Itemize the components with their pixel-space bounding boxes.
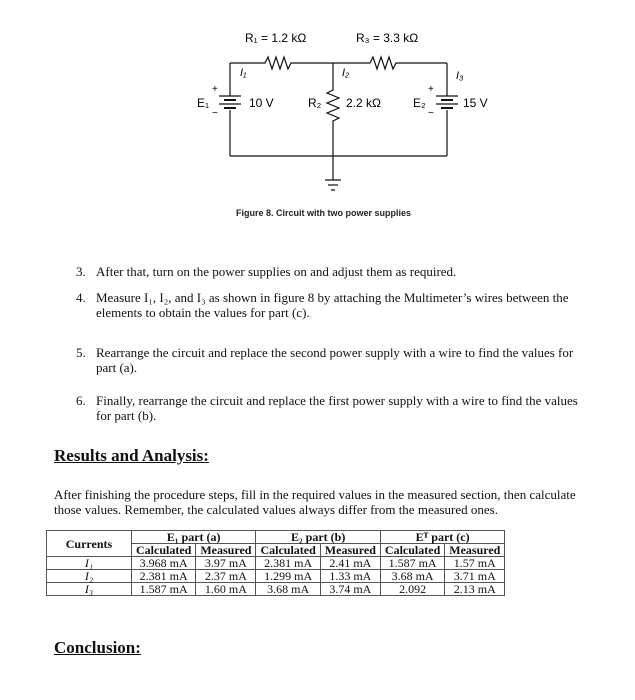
e2-plus: + [428, 84, 434, 95]
circuit-wires [230, 57, 447, 190]
cell: 3.71 mA [445, 570, 505, 583]
results-heading: Results and Analysis: [54, 446, 209, 465]
figure-caption: Figure 8. Circuit with two power supplies [236, 208, 412, 218]
table-row [47, 570, 505, 583]
current-name: I₃ [47, 583, 132, 596]
i3-label: I₃ [456, 70, 464, 82]
step-number: 4. [76, 290, 86, 305]
step-number: 6. [76, 393, 86, 408]
part-c-header: Eᵀ part (c) [380, 531, 504, 544]
step-text: Measure I₁, I₂, and I₃ as shown in figure 8 by attaching the Multimeter’s wires between the elements to obtain the values for part (c). [96, 290, 569, 320]
current-name: I₁ [47, 557, 132, 570]
measured-header: Measured [196, 544, 256, 557]
step-5 [76, 345, 586, 375]
table-row [47, 583, 505, 596]
measured-header: Measured [445, 544, 505, 557]
cell: 1.57 mA [445, 557, 505, 570]
conclusion-heading: Conclusion: [54, 638, 141, 657]
e2-name: E₂ [413, 96, 426, 110]
cell: 2.381 mA [256, 557, 320, 570]
measured-header: Measured [320, 544, 380, 557]
cell: 2.37 mA [196, 570, 256, 583]
cell: 1.299 mA [256, 570, 320, 583]
e1-name: E₁ [197, 96, 210, 110]
battery-e1 [219, 96, 241, 108]
r3-label: R₃ = 3.3 kΩ [356, 31, 419, 45]
step-number: 3. [76, 264, 86, 279]
current-name: I₂ [47, 570, 132, 583]
circuit-diagram [0, 0, 635, 230]
cell: 3.97 mA [196, 557, 256, 570]
cell: 2.13 mA [445, 583, 505, 596]
part-a-header: E₁ part (a) [132, 531, 256, 544]
battery-e2 [436, 96, 458, 108]
e1-plus: + [212, 84, 218, 95]
calculated-header: Calculated [380, 544, 444, 557]
r1-label: R₁ = 1.2 kΩ [245, 31, 307, 45]
cell: 2.092 [380, 583, 444, 596]
step-text: After that, turn on the power supplies on and adjust them as required. [96, 264, 457, 279]
currents-header: Currents [47, 531, 132, 557]
table-row [47, 557, 505, 570]
i2-label: I₂ [342, 67, 350, 79]
r2-value: 2.2 kΩ [346, 96, 381, 110]
step-6 [76, 393, 586, 423]
step-number: 5. [76, 345, 86, 360]
cell: 1.587 mA [380, 557, 444, 570]
cell: 3.74 mA [320, 583, 380, 596]
calculated-header: Calculated [132, 544, 196, 557]
results-table [46, 530, 505, 596]
step-3 [76, 264, 586, 279]
cell: 3.968 mA [132, 557, 196, 570]
cell: 2.381 mA [132, 570, 196, 583]
cell: 1.587 mA [132, 583, 196, 596]
cell: 3.68 mA [380, 570, 444, 583]
table-header-row [47, 531, 505, 544]
cell: 2.41 mA [320, 557, 380, 570]
step-text: Rearrange the circuit and replace the second power supply with a wire to find the values for part (a). [96, 345, 574, 375]
e1-minus: − [212, 108, 218, 119]
e2-value: 15 V [463, 96, 488, 110]
step-text: Finally, rearrange the circuit and replace the first power supply with a wire to find the values for part (b). [96, 393, 578, 423]
i1-label: I₁ [240, 67, 247, 79]
r2-name: R₂ [308, 96, 322, 110]
cell: 1.33 mA [320, 570, 380, 583]
part-b-header: E₂ part (b) [256, 531, 380, 544]
e1-value: 10 V [249, 96, 274, 110]
cell: 1.60 mA [196, 583, 256, 596]
cell: 3.68 mA [256, 583, 320, 596]
calculated-header: Calculated [256, 544, 320, 557]
e2-minus: − [428, 108, 434, 119]
results-paragraph: After finishing the procedure steps, fill in the required values in the measured section, then calculate those values. Remember, the calculated values always differ from the measured ones. [54, 487, 576, 517]
step-4 [76, 290, 586, 320]
